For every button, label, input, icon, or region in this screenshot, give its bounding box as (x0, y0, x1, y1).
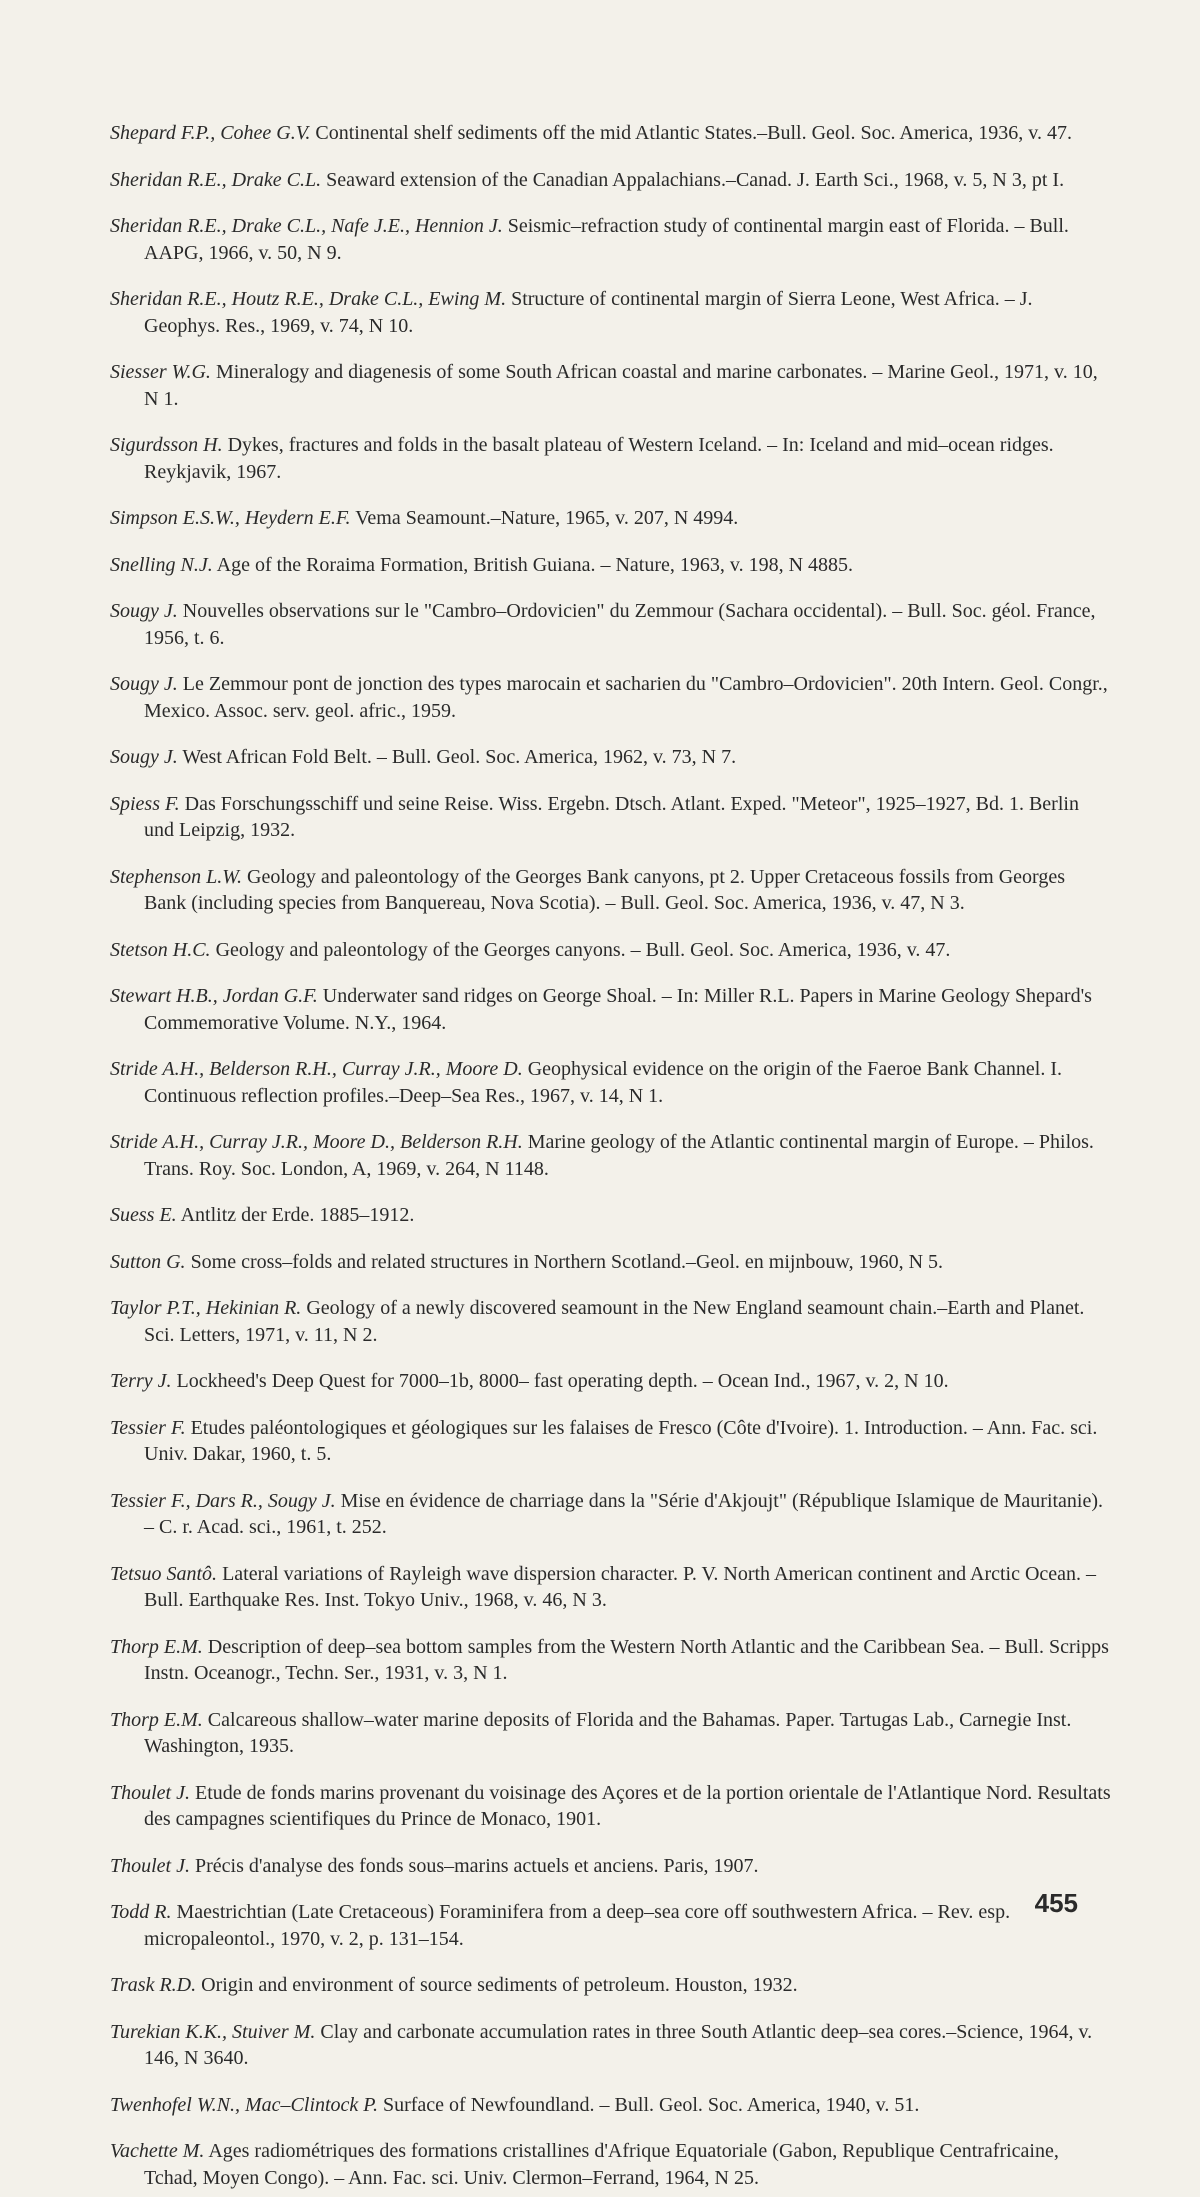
reference-text: Clay and carbonate accumulation rates in three South Atlantic deep–sea cores.–Science, 1964, v. 146, N 3640. (144, 2020, 1093, 2069)
reference-authors: Vachette M. (110, 2140, 205, 2162)
reference-entry (110, 1634, 1112, 1687)
reference-entry (110, 1056, 1112, 1109)
reference-entry (110, 552, 1112, 579)
reference-authors: Sutton G. (110, 1250, 186, 1273)
reference-entry (110, 983, 1112, 1036)
reference-authors: Sheridan R.E., Drake C.L. (110, 168, 322, 191)
reference-authors: Tessier F., Dars R., Sougy J. (110, 1489, 336, 1512)
reference-list (110, 100, 1112, 2197)
reference-authors: Snelling N.J. (110, 553, 213, 576)
reference-entry (110, 1561, 1112, 1614)
reference-text: Nouvelles observations sur le "Cambro–Ordovicien" du Zemmour (Sachara occidental). – Bull. Soc. géol. France, 1956, t. 6. (144, 600, 1096, 649)
reference-authors: Turekian K.K., Stuiver M. (110, 2020, 316, 2043)
reference-text: Surface of Newfoundland. – Bull. Geol. Soc. America, 1940, v. 51. (382, 2093, 920, 2116)
reference-authors: Thoulet J. (110, 1781, 190, 1804)
reference-text: Geology and paleontology of the Georges Bank canyons, pt 2. Upper Cretaceous fossils from Georges Bank (including species from Banquereau, Nova Scotia). – Bull. Geol. Soc. America, 1936, v. 47, N 3. (144, 865, 1066, 914)
reference-authors: Sheridan R.E., Drake C.L., Nafe J.E., Hennion J. (110, 215, 503, 237)
reference-text: Some cross–folds and related structures in Northern Scotland.–Geol. en mijnbouw, 1960, N 5. (190, 1250, 944, 1273)
reference-text: Maestrichtian (Late Cretaceous) Foraminifera from a deep–sea core off southwestern Africa. – Rev. esp. micropaleontol., 1970, v. 2, p. 131–154. (144, 1901, 1011, 1950)
reference-text: Dykes, fractures and folds in the basalt plateau of Western Iceland. – In: Iceland and mid–ocean ridges. Reykjavik, 1967. (144, 434, 1054, 483)
reference-text: Etude de fonds marins provenant du voisinage des Açores et de la portion orientale de l'Atlantique Nord. Resultats des campagnes scientifiques du Prince de Monaco, 1901. (144, 1781, 1111, 1830)
reference-authors: Stetson H.C. (110, 938, 211, 961)
reference-authors: Stride A.H., Belderson R.H., Curray J.R., Moore D. (110, 1058, 523, 1080)
reference-text: Lateral variations of Rayleigh wave dispersion character. P. V. North American continent and Arctic Ocean. – Bull. Earthquake Res. Inst. Tokyo Univ., 1968, v. 46, N 3. (144, 1562, 1097, 1611)
reference-entry (110, 2019, 1112, 2072)
reference-authors: Thorp E.M. (110, 1635, 203, 1658)
reference-authors: Simpson E.S.W., Heydern E.F. (110, 507, 351, 529)
reference-text: Geology and paleontology of the Georges canyons. – Bull. Geol. Soc. America, 1936, v. 47. (215, 938, 951, 961)
page-number: 455 (1034, 1888, 1078, 1918)
reference-authors: Sigurdsson H. (110, 434, 223, 456)
reference-text: Mise en évidence de charriage dans la "Série d'Akjoujt" (République Islamique de Mauritanie). – C. r. Acad. sci., 1961, t. 252. (144, 1489, 1104, 1538)
reference-entry (110, 791, 1112, 844)
reference-authors: Thorp E.M. (110, 1708, 203, 1731)
reference-entry (110, 1707, 1112, 1760)
reference-authors: Sougy J. (110, 746, 178, 768)
reference-entry (110, 167, 1112, 194)
reference-entry (110, 1899, 1112, 1952)
reference-text: Vema Seamount.–Nature, 1965, v. 207, N 4994. (355, 507, 739, 529)
reference-text: Mineralogy and diagenesis of some South African coastal and marine carbonates. – Marine Geol., 1971, v. 10, N 1. (144, 361, 1098, 410)
reference-entry (110, 1129, 1112, 1182)
reference-authors: Todd R. (110, 1901, 172, 1923)
reference-text: Underwater sand ridges on George Shoal. – In: Miller R.L. Papers in Marine Geology Shepard's Commemorative Volume. N.Y., 1964. (144, 985, 1092, 1034)
reference-entry (110, 744, 1112, 771)
reference-entry (110, 120, 1112, 147)
reference-text: Calcareous shallow–water marine deposits of Florida and the Bahamas. Paper. Tartugas Lab., Carnegie Inst. Washington, 1935. (144, 1708, 1072, 1757)
reference-authors: Terry J. (110, 1370, 172, 1392)
reference-authors: Tessier F. (110, 1416, 186, 1439)
reference-authors: Suess E. (110, 1204, 177, 1226)
reference-authors: Tetsuo Santô. (110, 1562, 218, 1585)
reference-entry (110, 1295, 1112, 1348)
reference-authors: Spiess F. (110, 792, 180, 815)
reference-entry (110, 598, 1112, 651)
reference-text: Le Zemmour pont de jonction des types marocain et sacharien du "Cambro–Ordovicien". 20th Intern. Geol. Congr., Mexico. Assoc. serv. geol. afric., 1959. (144, 673, 1108, 722)
reference-entry (110, 1415, 1112, 1468)
reference-entry (110, 2092, 1112, 2119)
reference-entry (110, 1488, 1112, 1541)
reference-authors: Thoulet J. (110, 1854, 190, 1877)
reference-text: Seaward extension of the Canadian Appalachians.–Canad. J. Earth Sci., 1968, v. 5, N 3, pt I. (326, 168, 1065, 191)
reference-authors: Siesser W.G. (110, 361, 211, 383)
reference-entry (110, 359, 1112, 412)
reference-authors: Stephenson L.W. (110, 865, 243, 888)
reference-entry (110, 937, 1112, 964)
reference-text: Das Forschungsschiff und seine Reise. Wiss. Ergebn. Dtsch. Atlant. Exped. "Meteor", 1925–1927, Bd. 1. Berlin und Leipzig, 1932. (144, 792, 1079, 841)
reference-authors: Taylor P.T., Hekinian R. (110, 1297, 302, 1319)
reference-text: Continental shelf sediments off the mid Atlantic States.–Bull. Geol. Soc. America, 1936, v. 47. (315, 122, 1072, 144)
reference-authors: Sougy J. (110, 673, 178, 695)
reference-authors: Shepard F.P., Cohee G.V. (110, 122, 311, 144)
reference-text: Etudes paléontologiques et géologiques sur les falaises de Fresco (Côte d'Ivoire). 1. Introduction. – Ann. Fac. sci. Univ. Dakar, 1960, t. 5. (144, 1416, 1098, 1465)
reference-authors: Sheridan R.E., Houtz R.E., Drake C.L., Ewing M. (110, 288, 507, 310)
reference-text: Précis d'analyse des fonds sous–marins actuels et anciens. Paris, 1907. (195, 1854, 759, 1877)
reference-text: Age of the Roraima Formation, British Guiana. – Nature, 1963, v. 198, N 4885. (216, 553, 854, 576)
reference-entry (110, 1368, 1112, 1395)
reference-entry (110, 505, 1112, 532)
reference-authors: Trask R.D. (110, 1974, 197, 1996)
reference-text: Lockheed's Deep Quest for 7000–1b, 8000– fast operating depth. – Ocean Ind., 1967, v. 2, N 10. (176, 1370, 949, 1392)
reference-text: Seismic–refraction study of continental margin east of Florida. – Bull. AAPG, 1966, v. 50, N 9. (144, 215, 1069, 264)
reference-entry (110, 671, 1112, 724)
reference-entry (110, 1972, 1112, 1999)
reference-text: Geophysical evidence on the origin of the Faeroe Bank Channel. I. Continuous reflection profiles.–Deep–Sea Res., 1967, v. 14, N 1. (144, 1058, 1063, 1107)
reference-text: Origin and environment of source sediments of petroleum. Houston, 1932. (201, 1974, 798, 1996)
reference-authors: Stewart H.B., Jordan G.F. (110, 985, 318, 1007)
reference-entry (110, 1780, 1112, 1833)
reference-entry (110, 286, 1112, 339)
reference-entry (110, 213, 1112, 266)
reference-entry (110, 432, 1112, 485)
reference-entry (110, 864, 1112, 917)
reference-text: Geology of a newly discovered seamount in the New England seamount chain.–Earth and Planet. Sci. Letters, 1971, v. 11, N 2. (144, 1297, 1085, 1346)
reference-text: Ages radiométriques des formations cristallines d'Afrique Equatoriale (Gabon, Republique Centrafricaine, Tchad, Moyen Congo). – Ann. Fac. sci. Univ. Clermon–Ferrand, 1964, N 25. (144, 2140, 1059, 2189)
reference-entry (110, 1249, 1112, 1276)
reference-text: Structure of continental margin of Sierra Leone, West Africa. – J. Geophys. Res., 1969, v. 74, N 10. (144, 288, 1033, 337)
reference-text: Description of deep–sea bottom samples from the Western North Atlantic and the Caribbean Sea. – Bull. Scripps Instn. Oceanogr., Techn. Ser., 1931, v. 3, N 1. (144, 1635, 1109, 1684)
reference-text: Antlitz der Erde. 1885–1912. (180, 1204, 415, 1226)
reference-authors: Sougy J. (110, 600, 178, 622)
reference-text: West African Fold Belt. – Bull. Geol. Soc. America, 1962, v. 73, N 7. (182, 746, 737, 768)
reference-authors: Twenhofel W.N., Mac–Clintock P. (110, 2093, 378, 2116)
reference-text: Marine geology of the Atlantic continental margin of Europe. – Philos. Trans. Roy. Soc. London, A, 1969, v. 264, N 1148. (144, 1131, 1094, 1180)
reference-authors: Stride A.H., Curray J.R., Moore D., Belderson R.H. (110, 1131, 523, 1153)
reference-entry (110, 1853, 1112, 1880)
reference-entry (110, 1202, 1112, 1229)
reference-entry (110, 2138, 1112, 2191)
